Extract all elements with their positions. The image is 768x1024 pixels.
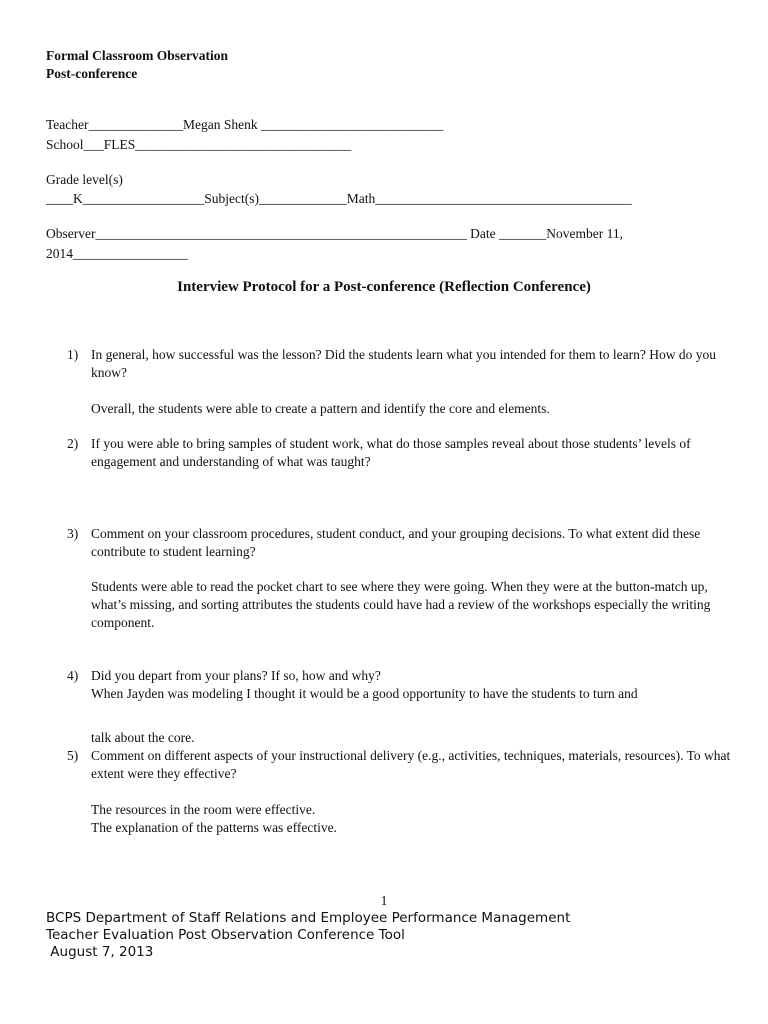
answer-text: The resources in the room were effective.: [91, 802, 316, 817]
teacher-field: Teacher______________Megan Shenk ___________________________: [46, 117, 444, 132]
question-text: Comment on your classroom procedures, student conduct, and your grouping decisions. To what extent did these contribute to student learning?: [91, 526, 701, 559]
observer-date-field: Observer_______________________________________________________ Date _______November 11,: [46, 226, 623, 241]
answer-text: Students were able to read the pocket chart to see where they were going. When they were at the button-match up, what’s missing, and sorting attributes the students could have had a review of the workshops especially the writing component.: [91, 579, 711, 630]
question-text: Did you depart from your plans? If so, how and why?: [91, 668, 381, 683]
document-heading: Formal Classroom Observation: [46, 48, 228, 63]
question-text: Comment on different aspects of your instructional delivery (e.g., activities, techniques, materials, resources). To what extent were they effective?: [91, 748, 731, 781]
question-number: 5): [67, 748, 79, 763]
answer-text: When Jayden was modeling I thought it would be a good opportunity to have the students to turn and: [91, 686, 638, 701]
footer-tool-name: Teacher Evaluation Post Observation Conference Tool: [46, 927, 405, 943]
document-subheading: Post-conference: [46, 66, 138, 81]
footer-department: BCPS Department of Staff Relations and Employee Performance Management: [46, 910, 571, 926]
question-text: In general, how successful was the lesson? Did the students learn what you intended for them to learn? How do you know?: [91, 347, 716, 380]
question-number: 4): [67, 668, 79, 683]
answer-text: talk about the core.: [91, 730, 195, 745]
answer-text: The explanation of the patterns was effective.: [91, 820, 338, 835]
footer-date: August 7, 2013: [46, 944, 154, 960]
question-number: 1): [67, 347, 79, 362]
page-number: 1: [380, 893, 388, 908]
school-field: School___FLES________________________________: [46, 137, 352, 152]
question-text: If you were able to bring samples of student work, what do those samples reveal about those students’ levels of engagement and understanding of what was taught?: [91, 436, 691, 469]
question-number: 2): [67, 436, 79, 451]
date-year-field: 2014_________________: [46, 246, 188, 261]
question-number: 3): [67, 526, 79, 541]
answer-text: Overall, the students were able to create a pattern and identify the core and elements.: [91, 401, 550, 416]
grade-level-label: Grade level(s): [46, 172, 123, 187]
protocol-title: Interview Protocol for a Post-conference (Reflection Conference): [177, 279, 591, 295]
grade-subject-field: ____K__________________Subject(s)_____________Math______________________________________: [46, 191, 632, 206]
